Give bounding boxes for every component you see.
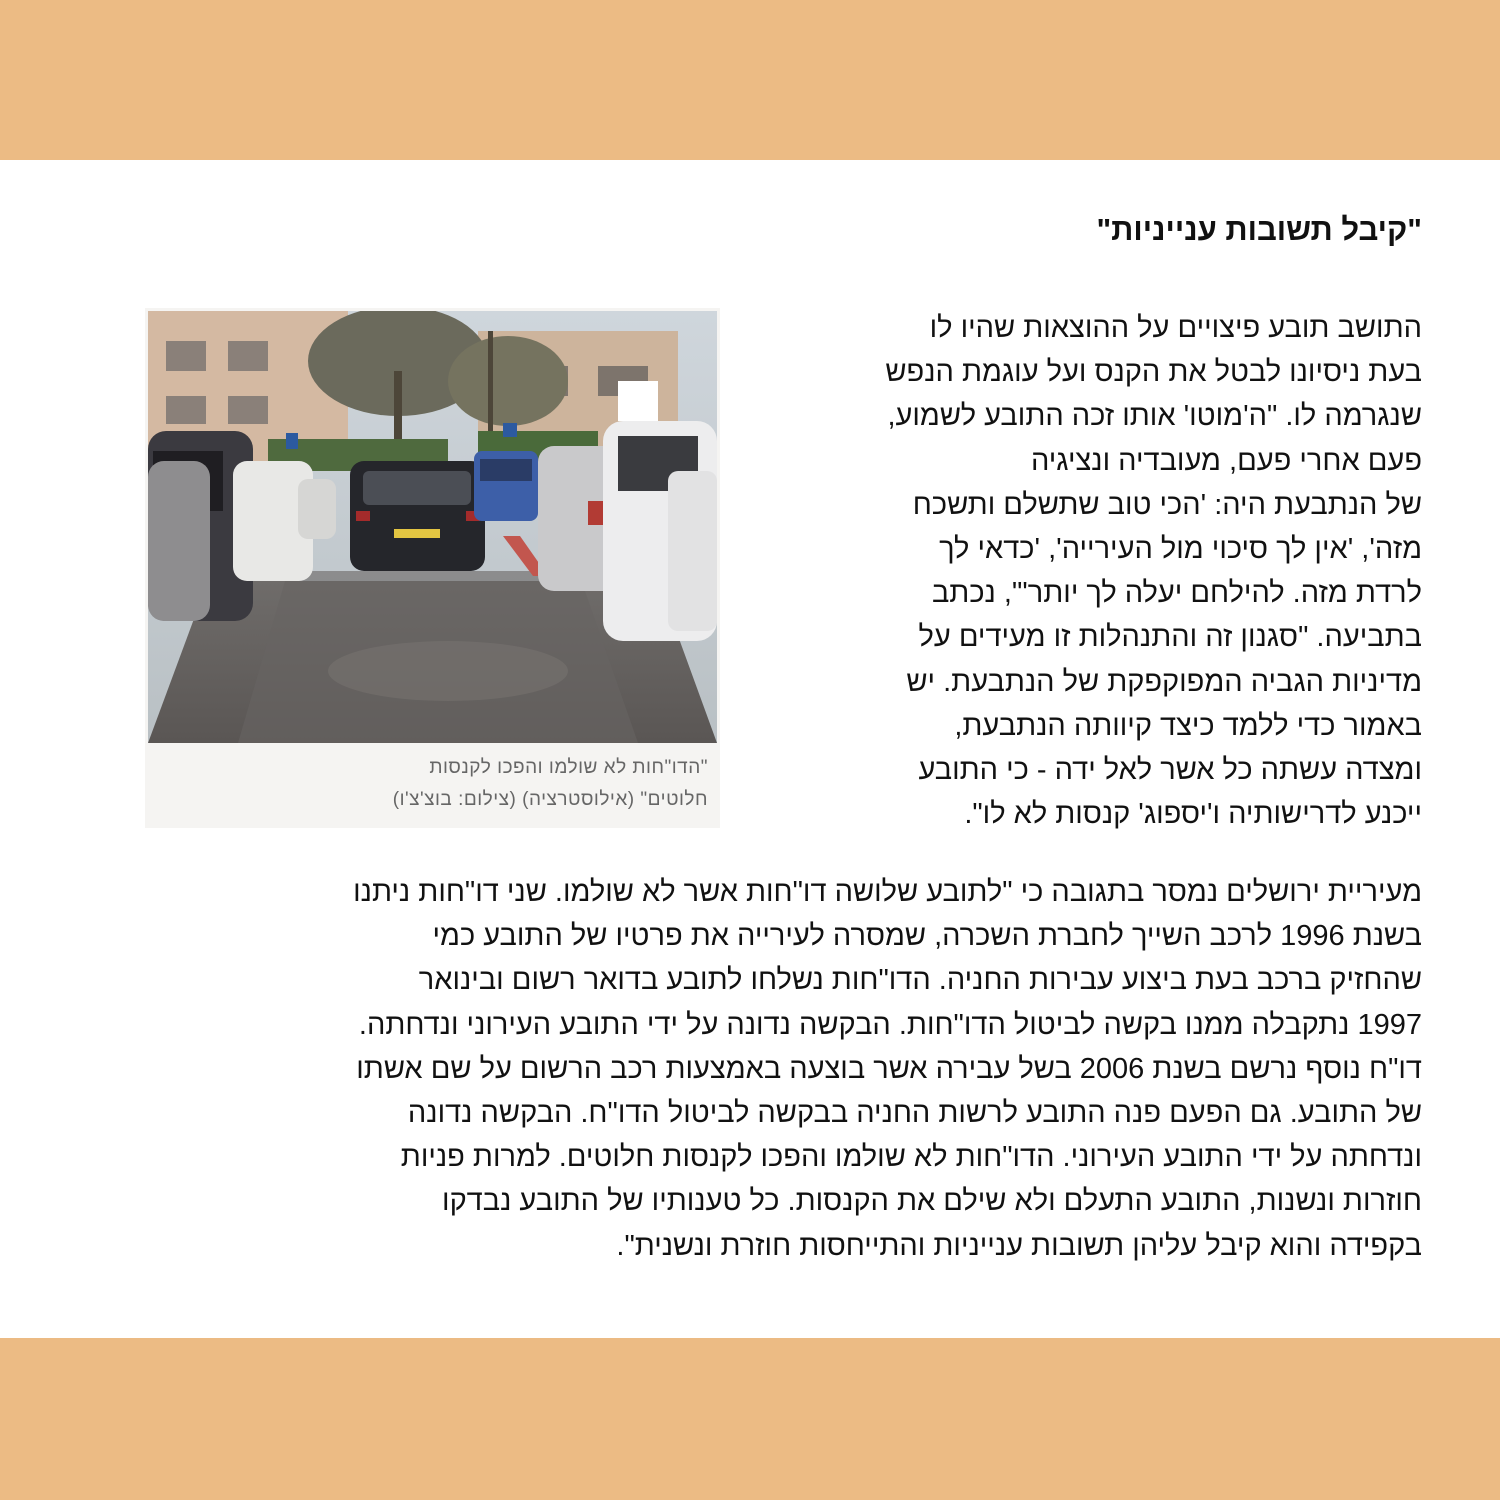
body-line: של התובע. גם הפעם פנה התובע לרשות החניה בבקשה לביטול הדו"ח. הבקשה נדונה <box>407 1096 1422 1129</box>
street-photo <box>148 311 717 743</box>
intro-line: ומצדה עשתה כל אשר לאל ידה - כי התובע <box>918 753 1422 786</box>
body-line: בקפידה והוא קיבל עליהן תשובות ענייניות והתייחסות חוזרת ונשנית". <box>616 1229 1422 1262</box>
intro-line: בעת ניסיונו לבטל את הקנס ועל עוגמת הנפש <box>885 356 1422 389</box>
intro-line: של הנתבעת היה: 'הכי טוב שתשלם ותשכח <box>912 488 1422 521</box>
body-line: שהחזיק ברכב בעת ביצוע עבירות החניה. הדו"חות נשלחו לתובע בדואר רשום ובינואר <box>418 964 1422 997</box>
intro-line: באמור כדי ללמד כיצד קיוותה הנתבעת, <box>954 709 1422 742</box>
intro-line: ייכנע לדרישותיה ו'יספוג' קנסות לא לו". <box>964 798 1422 831</box>
intro-paragraph <box>762 306 1422 836</box>
intro-line: פעם אחרי פעם, מעובדיה ונציגיה <box>1030 444 1422 477</box>
body-line: בשנת 1996 לרכב השייך לחברת השכרה, שמסרה לעירייה את פרטיו של התובע כמי <box>432 920 1422 953</box>
body-line: ונדחתה על ידי התובע העירוני. הדו"חות לא שולמו והפכו לקנסות חלוטים. למרות פניות <box>400 1141 1422 1174</box>
intro-line: בתביעה. "סגנון זה והתנהלות זו מעידים על <box>918 621 1422 654</box>
body-paragraph <box>102 870 1422 1268</box>
body-line: 1997 נתקבלה ממנו בקשה לביטול הדו"חות. הבקשה נדונה על ידי התובע העירוני ונדחתה. <box>358 1008 1422 1041</box>
body-line: חוזרות ונשנות, התובע התעלם ולא שילם את הקנסות. כל טענותיו של התובע נבדקו <box>442 1185 1422 1218</box>
intro-line: לרדת מזה. להילחם יעלה לך יותר'", נכתב <box>931 577 1422 610</box>
article-figure <box>145 308 720 828</box>
intro-line: שנגרמה לו. "ה'מוטו' אותו זכה התובע לשמוע, <box>887 400 1422 433</box>
intro-line: התושב תובע פיצויים על ההוצאות שהיו לו <box>929 312 1422 344</box>
intro-line: מזה', 'אין לך סיכוי מול העירייה', 'כדאי לך <box>939 532 1422 565</box>
caption-line: חלוטים" (אילוסטרציה) (צילום: בוצ'צ'ו) <box>392 789 708 810</box>
figure-caption <box>148 752 708 816</box>
article-heading: "קיבל תשובות ענייניות" <box>1096 212 1422 247</box>
article-page <box>0 160 1500 1338</box>
caption-line: "הדו"חות לא שולמו והפכו לקנסות <box>429 757 708 778</box>
bottom-color-band <box>0 1338 1500 1500</box>
top-color-band <box>0 0 1500 160</box>
intro-line: מדיניות הגביה המפוקפקת של הנתבעת. יש <box>906 665 1422 698</box>
body-line: דו"ח נוסף נרשם בשנת 2006 בשל עבירה אשר בוצעה באמצעות רכב הרשום על שם אשתו <box>356 1052 1422 1085</box>
body-line: מעיריית ירושלים נמסר בתגובה כי "לתובע שלושה דו"חות אשר לא שולמו. שני דו"חות ניתנו <box>353 876 1422 908</box>
